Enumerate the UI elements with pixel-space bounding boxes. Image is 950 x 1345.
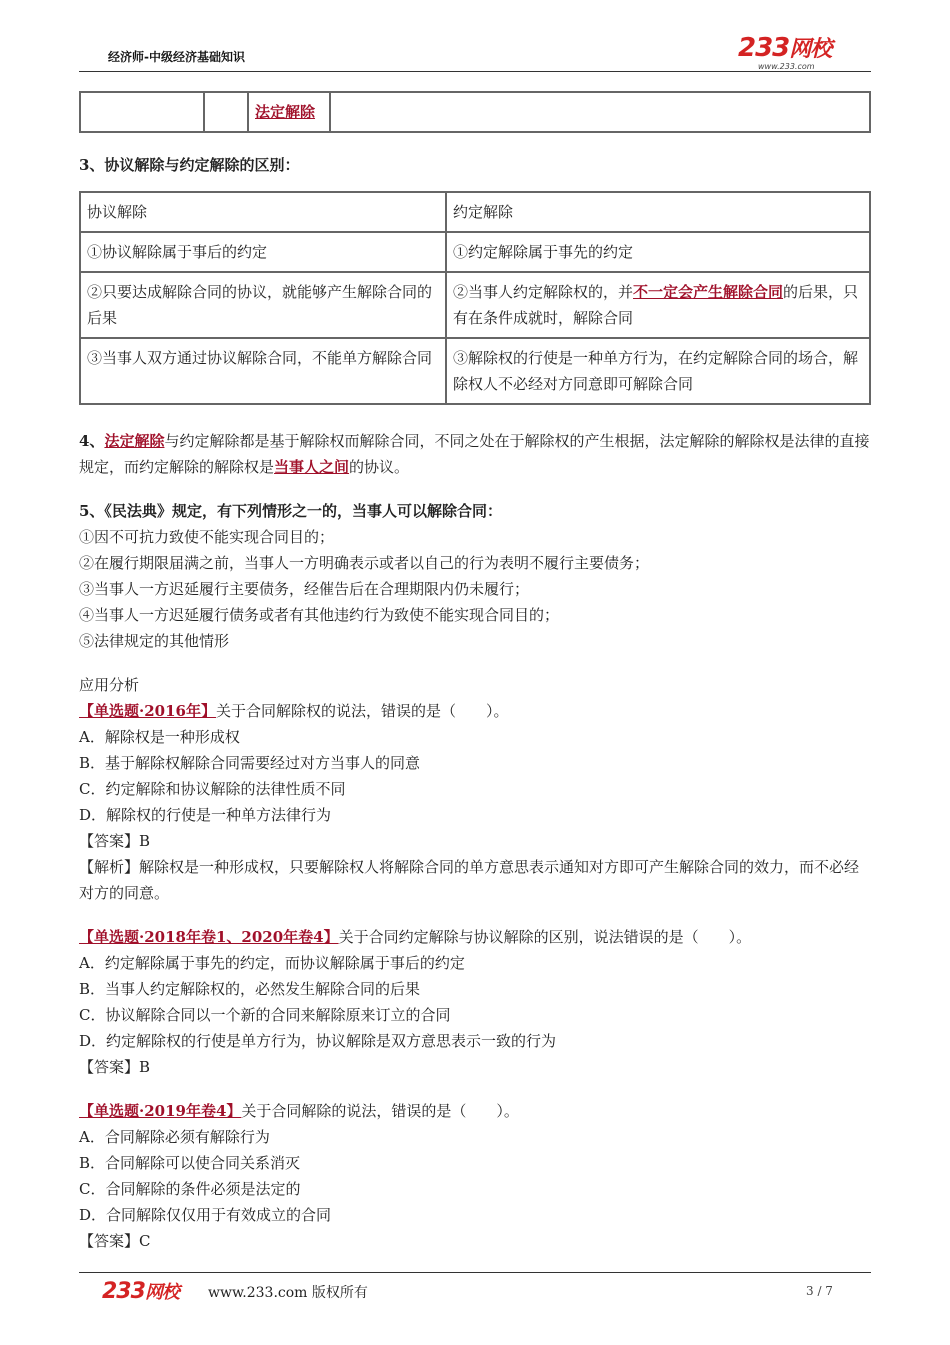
section-number: 4、	[79, 432, 105, 450]
option-a: A．解除权是一种形成权	[79, 728, 240, 746]
empty-cell	[204, 92, 248, 132]
question-text: 关于合同约定解除与协议解除的区别，说法错误的是（ ）。	[338, 928, 752, 946]
option-d: D．约定解除权的行使是单方行为，协议解除是双方意思表示一致的行为	[79, 1032, 557, 1050]
footer-divider	[79, 1272, 871, 1273]
list-item: ①因不可抗力致使不能实现合同目的；	[79, 528, 335, 546]
term-legal-termination: 法定解除	[255, 103, 316, 121]
option-b: B．合同解除可以使合同关系消灭	[79, 1154, 301, 1172]
option-a: A．合同解除必须有解除行为	[79, 1128, 270, 1146]
highlight-text: 不一定会产生解除合同	[633, 283, 784, 301]
question-text: 关于合同解除的说法，错误的是（ ）。	[241, 1102, 519, 1120]
footer-logo	[102, 1278, 179, 1304]
section-5-heading: 5、《民法典》规定，有下列情形之一的，当事人可以解除合同：	[79, 502, 502, 520]
cell-text: ②当事人约定解除权的，并	[453, 283, 634, 301]
cell-text: 的后果，只有在条件成就时，解除合同	[453, 283, 859, 327]
answer: 【答案】C	[79, 1232, 151, 1250]
table-cell: ②只要达成解除合同的协议，就能够产生解除合同的后果	[80, 272, 446, 338]
question-3-stem	[79, 1098, 871, 1124]
header-divider	[79, 71, 871, 72]
page-number: 3 / 7	[806, 1284, 833, 1298]
list-item: ⑤法律规定的其他情形	[79, 632, 230, 650]
table-cell: ①协议解除属于事后的约定	[80, 232, 446, 272]
question-2-stem	[79, 924, 871, 950]
option-d: D．合同解除仅仅用于有效成立的合同	[79, 1206, 332, 1224]
document-title: 经济师-中级经济基础知识	[108, 50, 245, 64]
answer: 【答案】B	[79, 832, 151, 850]
empty-cell	[330, 92, 870, 132]
section-3-heading: 3、协议解除与约定解除的区别：	[79, 156, 300, 174]
list-item: ②在履行期限届满之前，当事人一方明确表示或者以自己的行为表明不履行主要债务；	[79, 554, 650, 572]
analysis-label: 应用分析	[79, 676, 140, 694]
question-tag: 【单选题·2019年卷4】	[79, 1102, 242, 1120]
empty-cell	[80, 92, 204, 132]
question-1-stem	[79, 698, 871, 724]
table-cell: ③解除权的行使是一种单方行为，在约定解除合同的场合，解除权人不必经对方同意即可解除合同	[446, 338, 870, 404]
comparison-table	[79, 191, 871, 405]
option-c: C．合同解除的条件必须是法定的	[79, 1180, 301, 1198]
table-cell	[446, 272, 870, 338]
paragraph-text: 的协议。	[349, 458, 410, 476]
highlight-text: 法定解除	[104, 432, 165, 450]
option-b: B．当事人约定解除权的，必然发生解除合同的后果	[79, 980, 421, 998]
footer-copyright: www.233.com 版权所有	[208, 1285, 368, 1301]
highlight-text: 当事人之间	[274, 458, 350, 476]
continued-table	[79, 91, 871, 133]
question-text: 关于合同解除权的说法，错误的是（ ）。	[215, 702, 509, 720]
logo-url: www.233.com	[758, 62, 815, 71]
option-c: C．协议解除合同以一个新的合同来解除原来订立的合同	[79, 1006, 451, 1024]
list-item: ③当事人一方迟延履行主要债务，经催告后在合理期限内仍未履行；	[79, 580, 530, 598]
paragraph-text: 与约定解除都是基于解除权而解除合同，不同之处在于解除权的产生根据，法定解除的解除权是法律的直接规定，而约定解除的解除权是	[79, 432, 870, 476]
table-cell: ①约定解除属于事先的约定	[446, 232, 870, 272]
table-cell	[248, 92, 330, 132]
option-c: C．约定解除和协议解除的法律性质不同	[79, 780, 346, 798]
option-a: A．约定解除属于事先的约定，而协议解除属于事后的约定	[79, 954, 465, 972]
question-tag: 【单选题·2016年】	[79, 702, 216, 720]
table-header-cell: 协议解除	[80, 192, 446, 232]
brand-logo	[738, 34, 868, 74]
option-d: D．解除权的行使是一种单方法律行为	[79, 806, 332, 824]
question-tag: 【单选题·2018年卷1、2020年卷4】	[79, 928, 339, 946]
explanation: 【解析】解除权是一种形成权，只要解除权人将解除合同的单方意思表示通知对方即可产生解除合同的效力，而不必经对方的同意。	[79, 858, 860, 902]
logo-number: 233	[102, 1279, 145, 1304]
section-4-paragraph	[79, 428, 871, 480]
logo-number: 233	[738, 33, 790, 63]
answer: 【答案】B	[79, 1058, 151, 1076]
table-header-cell: 约定解除	[446, 192, 870, 232]
option-b: B．基于解除权解除合同需要经过对方当事人的同意	[79, 754, 421, 772]
logo-text: 网校	[789, 37, 832, 62]
logo-text: 网校	[144, 1282, 179, 1303]
table-cell: ③当事人双方通过协议解除合同，不能单方解除合同	[80, 338, 446, 404]
list-item: ④当事人一方迟延履行债务或者有其他违约行为致使不能实现合同目的；	[79, 606, 560, 624]
